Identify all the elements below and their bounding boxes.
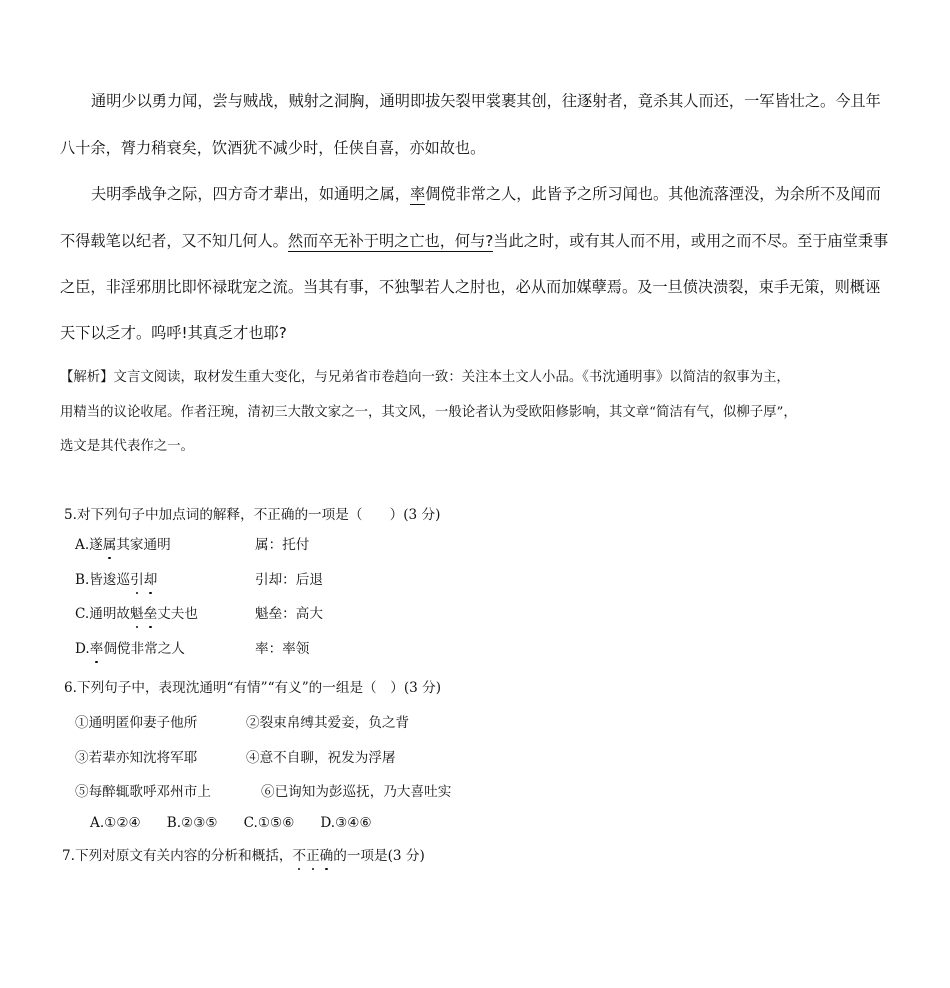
dotted-char: 却 [143, 572, 158, 588]
q5-option-c: C.通明故魁垒丈夫也 魁垒：高大 [75, 606, 323, 622]
dotted-char: 率 [89, 641, 104, 657]
analysis-line: 【解析】文言文阅读，取材发生重大变化，与兄弟省市卷趋向一致：关注本土文人小品。《书沈通明事》以简洁的叙事为主， [60, 370, 790, 385]
q6-items-row [75, 746, 396, 766]
dotted-char: 正 [306, 848, 320, 864]
passage-text: 当此之时，或有其人而不用，或用之而不尽。至于庙堂秉事 [493, 232, 889, 250]
q6-option-d[interactable]: D.③④⑥ [320, 815, 372, 831]
q6-item: ②裂束帛缚其爱妾，负之背 [246, 715, 410, 731]
q5-option-b-explanation: 引却：后退 [255, 572, 323, 588]
q5-option-b: B.皆逡巡引却 引却：后退 [75, 572, 323, 588]
q5-option-d: D.率倜傥非常之人 率：率领 [75, 641, 310, 657]
q6-item: ⑤每醉辄歌呼邓州市上 [75, 784, 211, 800]
passage-text: 倜傥非常之人，此皆予之所习闻也。其他流落湮没，为余所不及闻而 [425, 185, 881, 203]
analysis-line: 用精当的议论收尾。作者汪琬，清初三大散文家之一，其文风，一般论者认为受欧阳修影响，其文章“简洁有气，似柳子厚”， [60, 405, 797, 420]
passage-line [60, 230, 888, 251]
dotted-char: 不 [292, 848, 307, 864]
q6-option-b[interactable]: B.②③⑤ [166, 815, 218, 831]
underlined-word: 率 [409, 185, 426, 203]
question-5-stem: 5.对下列句子中加点词的解释，不正确的一项是（ ）(3 分) [64, 507, 441, 523]
q6-item: ③若辈亦知沈将军耶 [75, 750, 198, 766]
dotted-char: 引 [130, 572, 144, 588]
analysis-line: 选文是其代表作之一。 [60, 439, 194, 454]
dotted-char: 垒 [143, 606, 158, 622]
underlined-sentence: 然而卒无补于明之亡也，何与? [287, 232, 494, 250]
passage-text: 不得载笔以纪者，又不知几何人。 [60, 232, 288, 250]
q6-option-a[interactable]: A.①②④ [90, 815, 141, 831]
q6-option-c[interactable]: C.①⑤⑥ [243, 815, 295, 831]
q5-option-d-explanation: 率：率领 [255, 641, 310, 657]
q5-option-a-explanation: 属：托付 [255, 537, 310, 553]
q6-item: ①通明匿仰妻子他所 [75, 715, 198, 731]
q6-answer-options [90, 815, 372, 831]
passage-text: 夫明季战争之际，四方奇才辈出，如通明之属， [91, 185, 410, 203]
question-6-stem: 6.下列句子中，表现沈通明“有情”“有义”的一组是（ ）(3 分) [64, 680, 441, 696]
dotted-char: 魁 [130, 606, 144, 622]
q6-item: ⑥已询知为彭巡抚，乃大喜吐实 [261, 784, 452, 800]
dotted-char: 属 [102, 537, 117, 553]
q6-item: ④意不自聊，祝发为浮屠 [246, 750, 396, 766]
passage-line: 通明少以勇力闻，尝与贼战，贼射之洞胸，通明即拔矢裂甲裳裹其创，往逐射者，竟杀其人而还，一军皆壮之。今且年 [91, 92, 881, 110]
passage-line: 之臣，非淫邪朋比即怀禄耽宠之流。当其有事，不独掣若人之肘也，必从而加媒孽焉。及一旦偾决溃裂，束手无策，则概诬 [60, 278, 881, 296]
dotted-char: 确 [319, 848, 334, 864]
passage-line: 八十余，膂力稍衰矣，饮酒犹不减少时，任侠自喜，亦如故也。 [60, 139, 486, 157]
passage-line: 天下以乏才。呜呼!其真乏才也耶? [60, 324, 287, 342]
q5-option-a: A.遂属其家通明 属：托付 [75, 537, 310, 553]
q6-items-row [75, 780, 451, 800]
passage-line [91, 183, 881, 204]
q6-items-row [75, 711, 409, 731]
question-7-stem: 7.下列对原文有关内容的分析和概括，不正确的一项是(3 分) [62, 848, 425, 864]
q5-option-c-explanation: 魁垒：高大 [255, 606, 323, 622]
